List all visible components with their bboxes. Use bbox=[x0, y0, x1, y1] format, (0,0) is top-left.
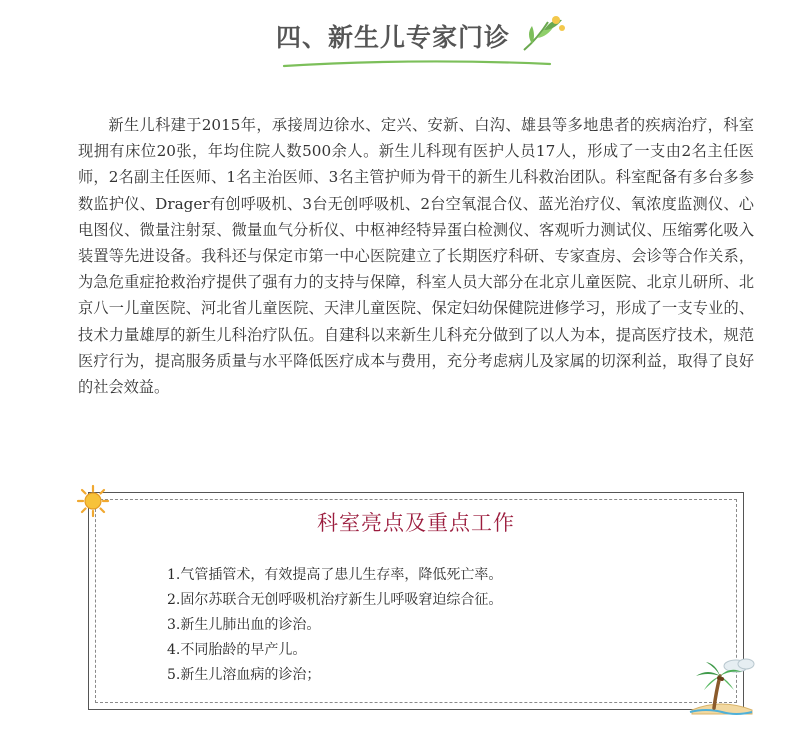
palm-tree-icon bbox=[686, 654, 756, 716]
highlights-title: 科室亮点及重点工作 bbox=[317, 511, 515, 535]
sun-icon bbox=[76, 484, 110, 518]
title-underline-swash bbox=[282, 58, 552, 70]
highlights-list bbox=[167, 563, 502, 688]
department-intro-paragraph: 新生儿科建于2015年，承接周边徐水、定兴、安新、白沟、雄县等多地患者的疾病治疗，科室现拥有床位20张，年均住院人数500余人。新生儿科现有医护人员17人，形成了一支由2名主任医师，2名副主任医师、1名主治医师、3名主管护师为骨干的新生儿科救治团队。科室配备有多台多参数监护仪、Drager有创呼吸机、3台无创呼吸机、2台空氧混合仪、蓝光治疗仪、氧浓度监测仪、心电图仪、微量注射泵、微量血气分析仪、中枢神经特异蛋白检测仪、客观听力测试仪、压缩雾化吸入装置等先进设备。我科还与保定市第一中心医院建立了长期医疗科研、专家查房、会诊等合作关系，为急危重症抢救治疗提供了强有力的支持与保障，科室人员大部分在北京儿童医院、北京儿研所、北京八一儿童医院、河北省儿童医院、天津儿童医院、保定妇幼保健院进修学习，形成了一支专业的、技术力量雄厚的新生儿科治疗队伍。自建科以来新生儿科充分做到了以人为本，提高医疗技术，规范医疗行为，提高服务质量与水平降低医疗成本与费用，充分考虑病儿及家属的切深利益，取得了良好的社会效益。 bbox=[78, 116, 754, 397]
list-item: 2.固尔苏联合无创呼吸机治疗新生儿呼吸窘迫综合征。 bbox=[167, 592, 503, 608]
highlights-box bbox=[88, 492, 744, 710]
list-item: 3.新生儿肺出血的诊治。 bbox=[167, 617, 321, 633]
leaf-sprig-icon bbox=[518, 14, 568, 54]
list-item: 4.不同胎龄的早产儿。 bbox=[167, 642, 307, 658]
list-item: 5.新生儿溶血病的诊治； bbox=[167, 667, 321, 683]
page-title: 四、新生儿专家门诊 bbox=[275, 23, 510, 52]
section-header bbox=[0, 18, 786, 60]
list-item: 1.气管插管术，有效提高了患儿生存率，降低死亡率。 bbox=[167, 567, 503, 583]
